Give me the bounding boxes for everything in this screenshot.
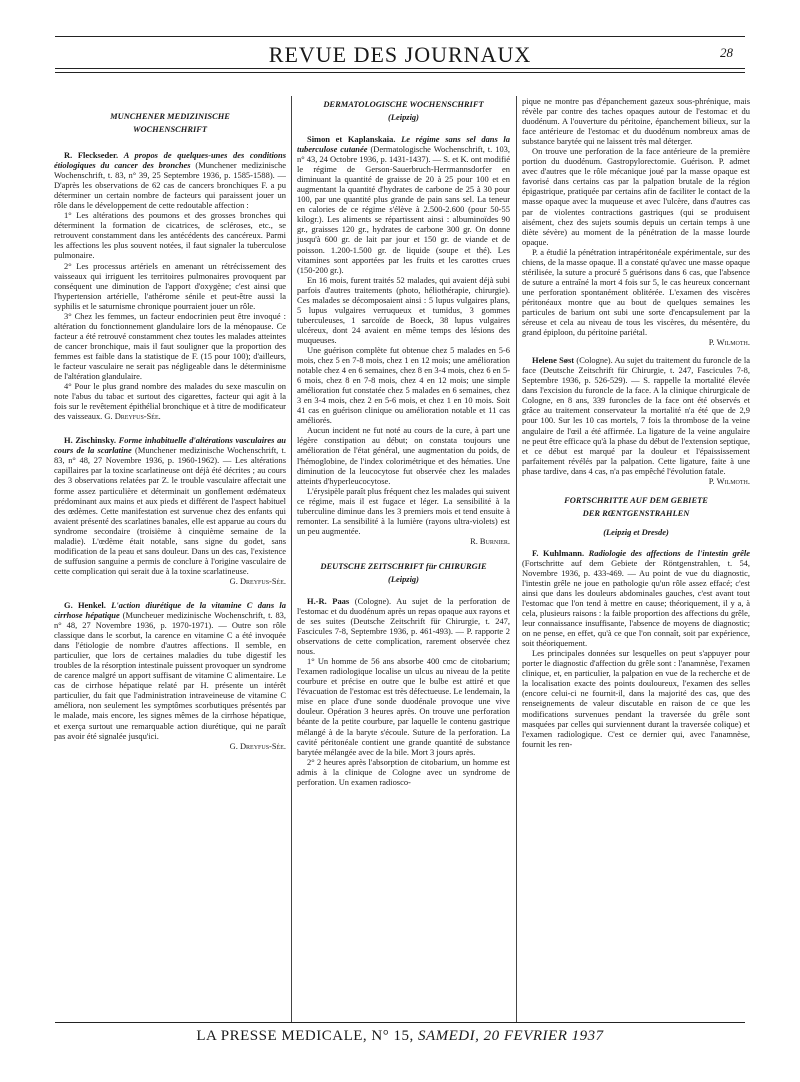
header-rule-bottom <box>55 68 745 69</box>
column-1 <box>54 98 286 751</box>
section-heading: (Leipzig et Dresde) <box>603 526 669 537</box>
article-lead <box>54 435 286 576</box>
article-title: Le régime sans sel dans la tuberculose cutanée <box>297 134 510 155</box>
article-lead <box>54 150 286 210</box>
header-rule-top <box>55 36 745 37</box>
section-heading: DER RŒNTGENSTRAHLEN <box>582 507 690 518</box>
article-lead <box>297 596 510 656</box>
article-author: Simon et Kaplanskaia. <box>307 134 396 144</box>
paragraph: Une guérison complète fut obtenue chez 5 malades en 5-6 mois, chez 5 en 7-8 mois, chez 1 en 12 mois; une amélioration notable chez 4 en 6 semaines, chez 8 en 3-4 mois, chez 6 en 5-6 mois, chez 8 en 7-8 mois, chez 4 en 12 mois; une simple amélioration fut constatée chez 5 malades en 6 semaines, chez 3 en 3-4 mois, chez 2 en 5-6 mois, et chez 1 en 10 mois. Soit 41 cas en guérison clinique ou amélioration notable et 11 cas améliorés. <box>297 344 510 426</box>
article-author: Helene Søst <box>532 355 575 366</box>
journal-title: REVUE DES JOURNAUX <box>268 42 532 67</box>
article-title: A propos de quelques-unes des conditions étiologiques du cancer des bronches <box>54 150 286 171</box>
paragraph: 1° Un homme de 56 ans absorbe 400 cmc de citobarium; l'examen radiologique localise un ulcus au niveau de la petite courbure et précise en outre que le bulbe est attiré et que l'évacuation de l'estomac est très défectueuse. Le lendemain, la mise en place d'une sonde duodénale provoque une vive douleur. Opération 3 heures après. On trouve une perforation béante de la petite courbure, par laquelle le contenu gastrique mélangé à de la baryte s'écoule. Suture de la perforation. La cavité péritonéale contient une grande quantité de substance barytée mélangée avec de la bile. Mort 3 jours après. <box>297 656 510 757</box>
article-author: F. Kuhlmann. <box>532 547 585 558</box>
column-divider <box>516 96 517 1022</box>
section-heading: FORTSCHRITTE AUF DEM GEBIETE <box>564 494 708 505</box>
article-lead <box>297 134 510 275</box>
section-heading: DEUTSCHE ZEITSCHRIFT für CHIRURGIE <box>320 560 487 571</box>
section-heading: (Leipzig) <box>388 573 419 584</box>
article-author: R. Fleckseder. <box>64 150 119 160</box>
article-author: H. Zischinsky. <box>64 435 116 446</box>
footer-date: SAMEDI, 20 FEVRIER 1937 <box>417 1028 604 1044</box>
paragraph: En 16 mois, furent traités 52 malades, qui avaient déjà subi parfois d'autres traitements (photo, héliothérapie, chirurgie). Ces malades se décomposaient ainsi : 5 lupus vulgaires plans, 5 lupus vulgaires verruqueux et tumidus, 3 gommes tuberculeuses, 1 sarcoïde de Boeck, 38 lupus vulgaires ulcéreux, dont 24 avaient en même temps des lésions des muqueuses. <box>297 274 510 345</box>
column-divider <box>291 96 292 1022</box>
section-heading: (Leipzig) <box>388 112 419 122</box>
page-footer <box>0 1028 800 1045</box>
article-author: G. Henkel. <box>64 599 106 610</box>
article-text: (Cologne). Au sujet du traitement du furoncle de la face (Deutsche Zeitschrift für Chirurgie, t. 247, Fascicules 7-8, Septembre 1936, p. 526-529). — S. rappelle la mortalité élevée dans l'excision du furoncle de la face. A la clinique chirurgicale de Cologne, en 8 ans, 339 furoncles de la face ont été observés et grâce au traitement conservateur la mortalité n'a été que de 2,9 pour 100. Sur les 10 cas mortels, 7 fois la thrombose de la veine angulaire de l'œil a été affirmée. La ligature de la veine angulaire ne peut être efficace qu'à la phase du début de l'extension septique, et ce début est marqué par la douleur et l'épaississement parfaitement révélés par la palpation. Cette ligature, faite à une phase tardive, dans 4 cas, n'a pas empêché l'évolution fatale. <box>522 355 750 476</box>
section-heading: DERMATOLOGISCHE WOCHENSCHRIFT <box>323 99 484 109</box>
article-title: Radiologie des affections de l'intestin grêle <box>588 547 750 558</box>
page-header <box>55 36 745 66</box>
footer-rule <box>55 1022 745 1023</box>
paragraph: 4° Pour le plus grand nombre des malades du sexe masculin on note l'abus du tabac et surtout des cigarettes, facteur qui agit à la fois sur le revêtement épithélial bronchique et à titre de modificateur des vaisseaux. G. Dreyfus-Sée. <box>54 381 286 422</box>
article-text: (Munchener medizinische Wochenschrift, t. 83, n° 39, 25 Septembre 1936, p. 1585-1588). — D'après les observations de 62 cas de cancers bronchiques F. a pu déterminer un certain nombre de facteurs qui paraissent jouer un rôle dans le développement de cette redoutable affection : <box>54 160 286 211</box>
signature: G. Dreyfus-Sée. <box>229 740 286 751</box>
article-text: (Cologne). Au sujet de la perforation de l'estomac et du duodénum après un repas opaque aux rayons et de ses suites (Deutsche Zeitschrift für Chirurgie, t. 247, Fascicules 7-8, Septembre 1936, p. 461-493). — P. rapporte 2 observations de cette complication, rarement observée chez nous. <box>297 595 511 657</box>
signature: G. Dreyfus-Sée. <box>104 411 161 422</box>
paragraph: 3° Chez les femmes, un facteur endocrinien peut être invoqué : altération du fonctionnement glandulaire lors de la ménopause. Ce facteur a été retrouvé constamment chez toutes les malades atteintes de cancer bronchique, mais il faut souligner que la proportion des femmes est faible dans la statistique de F. (15 pour 100); d'ailleurs, le facteur vasculaire ne serait pas négligeable dans le déterminisme de l'altération glandulaire. <box>54 310 286 382</box>
column-2 <box>297 98 510 787</box>
section-heading: MUNCHENER MEDIZINISCHE <box>110 111 230 121</box>
paragraph: 1° Les altérations des poumons et des grosses bronches qui déterminent la formation de cicatrices, de scléroses, etc., se retrouvent constamment dans les antécédents des cancéreux. Parmi les affections les plus souvent notées, il faut signaler la tuberculose pulmonaire. <box>54 210 286 261</box>
paragraph: L'érysipèle paraît plus fréquent chez les malades qui suivent ce régime, mais il est fugace et léger. La sensibilité à la tuberculine diminue dans les 3 premiers mois et tend ensuite à remonter. La sensibilité à la lumière (rayons ultra-violets) est un peu augmentée. <box>297 485 511 536</box>
article-text: (Fortschritte auf dem Gebiete der Röntgenstrahlen, t. 54, Novembre 1936, p. 433-469. — Au point de vue du diagnostic, l'intestin grêle ne joue en pathologie qu'un rôle assez effacé; c'est ainsi que dans les douleurs abdominales gauches, c'est avant tout l'estomac que l'on tend à mettre en cause; théoriquement, il y a, à cela, plusieurs raisons : la faible proportion des affections du grêle, leur connaissance insuffisante, l'absence de moyens de diagnostic; on ne pense, en effet, qu'à ce que l'on connaît, soit par expérience, soit théoriquement. <box>522 557 750 649</box>
paragraph: pique ne montre pas d'épanchement gazeux sous-phrénique, mais révèle par contre des taches opaques autour de l'estomac et du duodénum. A l'ouverture du péritoine, épanchement bilieux, sur la face antérieure de l'estomac et du duodénum nombreux amas de substance barytée qui ne laissent très mal déterger. <box>522 96 750 147</box>
article-text: (Dermatologische Wochenschrift, t. 103, n° 43, 24 Octobre 1936, p. 1431-1437). — S. et K. ont modifié le régime de Gerson-Sauerbruch-Herrmannsdorfer en diminuant la quantité de graisse de 20 à 25 pour 100 et en augmentant la quantité d'hydrates de carbone de 25 à 30 pour 100, par une quantité plus grande de pain sans sel. La teneur en calories de ce régime s'élève à 2.500-2.600 (pour 50-55 kilogr.). Les aliments se répartissent ainsi : albuminoïdes 90 gr., graisses 120 gr., hydrates de carbone 300 gr. On donne jusqu'à 600 gr. de lait par jour et 150 gr. de viande et de poisson. 1.200-1.500 gr. de liquide (soupe et thé). Les vitamines sont apportées par les fruits et les carottes crues (150-200 gr.). <box>297 144 511 275</box>
signature: P. Wilmoth. <box>708 337 750 348</box>
paragraph: 2° Les processus artériels en amenant un rétrécissement des vaisseaux qui irriguent les territoires pulmonaires provoquent par conséquent une diminution de l'apport d'oxygène; c'est ainsi que l'hypertension artérielle, l'athérome sénile et peut-être aussi la syphilis et le saturnisme chronique pourraient jouer un rôle. <box>54 260 286 311</box>
article-title: Forme inhabituelle d'altérations vasculaires au cours de la scarlatine <box>54 435 286 456</box>
footer-journal: LA PRESSE MEDICALE, N° 15, <box>196 1028 414 1044</box>
signature: R. Burnier. <box>470 535 510 546</box>
section-heading: WOCHENSCHRIFT <box>132 124 208 134</box>
signature: G. Dreyfus-Sée. <box>229 575 286 586</box>
article-text: (Muncheuer medizinische Wochenschrift, t. 83, n° 48, 27 Novembre 1936, p. 1970-1971). — Outre son rôle classique dans le scorbut, la carence en vitamine C a été invoquée dans l'étiologie de nombre d'autres affections. Il semble, en particulier, que lors de certaines maladies du tube digestif les troubles de la résorption intestinale puissent provoquer un syndrome de carence malgré un apport suffisant de vitamine C alimentaire. Le cas de cirrhose hépatique relaté par H. présente un intérêt particulier, du fait que l'administration intraveineuse de vitamine C améliora, non seulement les symptômes scorbutiques présentés par le malade, mais encore, les signes mêmes de la cirrhose hépatique, et exerça surtout une remarquable action diurétique, qui ne paraît pas avoir été signalée jusqu'ici. <box>54 610 286 741</box>
paragraph: 2° 2 heures après l'absorption de citobarium, un homme est admis à la clinique de Cologne avec un syndrome de perforation. Un examen radiosco- <box>297 756 510 787</box>
paragraph: On trouve une perforation de la face antérieure de la première portion du duodénum. Gastropylorectomie. Guérison. P. admet avec d'autres que le rôle mécanique joué par la masse opaque est favorisé dans certains cas par la palpation brutale de la région épigastrique, pratiquée par certains afin de faciliter le contact de la masse opaque avec la muqueuse et avec l'ulcère, dans d'autres cas par de violentes contractions gastriques (qui se produisent aisément, chez des sujets soumis depuis un certain temps à une diète sévère) au moment de la pénétration de la masse lourde opaque. <box>522 146 750 247</box>
article-title: L'action diurétique de la vitamine C dans la cirrhose hépatique <box>54 599 286 621</box>
paragraph: Les principales données sur lesquelles on peut s'appuyer pour porter le diagnostic d'affection du grêle sont : l'anamnèse, l'examen clinique, et, en particulier, la palpation en vue de la recherche et de la localisation exacte des points douloureux, l'examen des selles (encore celui-ci ne fournit-il, dans la majorité des cas, que des renseignements de valeur discutable en raison de ce que les modifications survenues pendant la traversée du grêle sont masquées par celles qui surviennent durant la traversée colique) et l'examen radiologique. C'est ce dernier qui, avec l'anamnèse, fournit les ren- <box>522 648 750 749</box>
article-lead <box>522 548 750 648</box>
page-number: 28 <box>720 45 733 60</box>
column-3 <box>522 96 750 749</box>
header-rule-bottom-2 <box>55 72 745 73</box>
article-lead <box>54 600 286 741</box>
article-text: (Munchener medizinische Wochenschrift, t. 83, n° 48, 27 Novembre 1936, p. 1960-1962). — Les altérations capillaires par la toxine scarlatineuse ont déjà été décrites ; au cours des 3 observations relatées par Z. le trouble vasculaire affectait une forme assez particulière et déterminait un gonflement œdémateux prédominant aux mains et aux pieds et différent de l'aspect habituel des œdèmes. Cette manifestation est survenue chez des enfants qui avaient présenté des scarlatines banales, elle est apparue au cours du syndrome secondaire (troisième à cinquième semaine de la maladie). L'œdème était notable, sans signe du godet, sans modification de la peau et sans douleur. Dans un des cas, l'existence de suffusion sanguine a permis de conclure à l'origine vasculaire de cette complication qui serait due à la toxine scarlatineuse. <box>54 445 286 576</box>
article-author: H.-R. Paas <box>307 595 350 606</box>
signature: P. Wilmoth. <box>708 475 750 486</box>
paragraph: P. a étudié la pénétration intrapéritonéale expérimentale, sur des chiens, de la masse opaque. Il a constaté qu'avec une masse opaque stérilisée, la suture a procuré 5 guérisons dans 6 cas, que l'absence de suture a entraîné la mort 4 fois sur 5, le cas heureux concernant une perforation spontanément oblitérée. L'examen des viscères péritonéaux montre que au bout de quelques semaines les particules de barium ont subi une sorte d'encapsulement par la séreuse et cela au niveau de tous les viscères, du mésentère, du grand épiploon, du péritoine pariétal. <box>522 246 750 338</box>
article-lead <box>522 355 750 476</box>
paragraph: Aucun incident ne fut noté au cours de la cure, à part une légère constipation au début; on constata toujours une amélioration de l'état général, une augmentation du poids, de l'hémoglobine, de l'index colorimétrique et des hématies. Une diminution de la leucocytose fut observée chez les malades atteints d'hyperleucocytose. <box>297 425 510 486</box>
